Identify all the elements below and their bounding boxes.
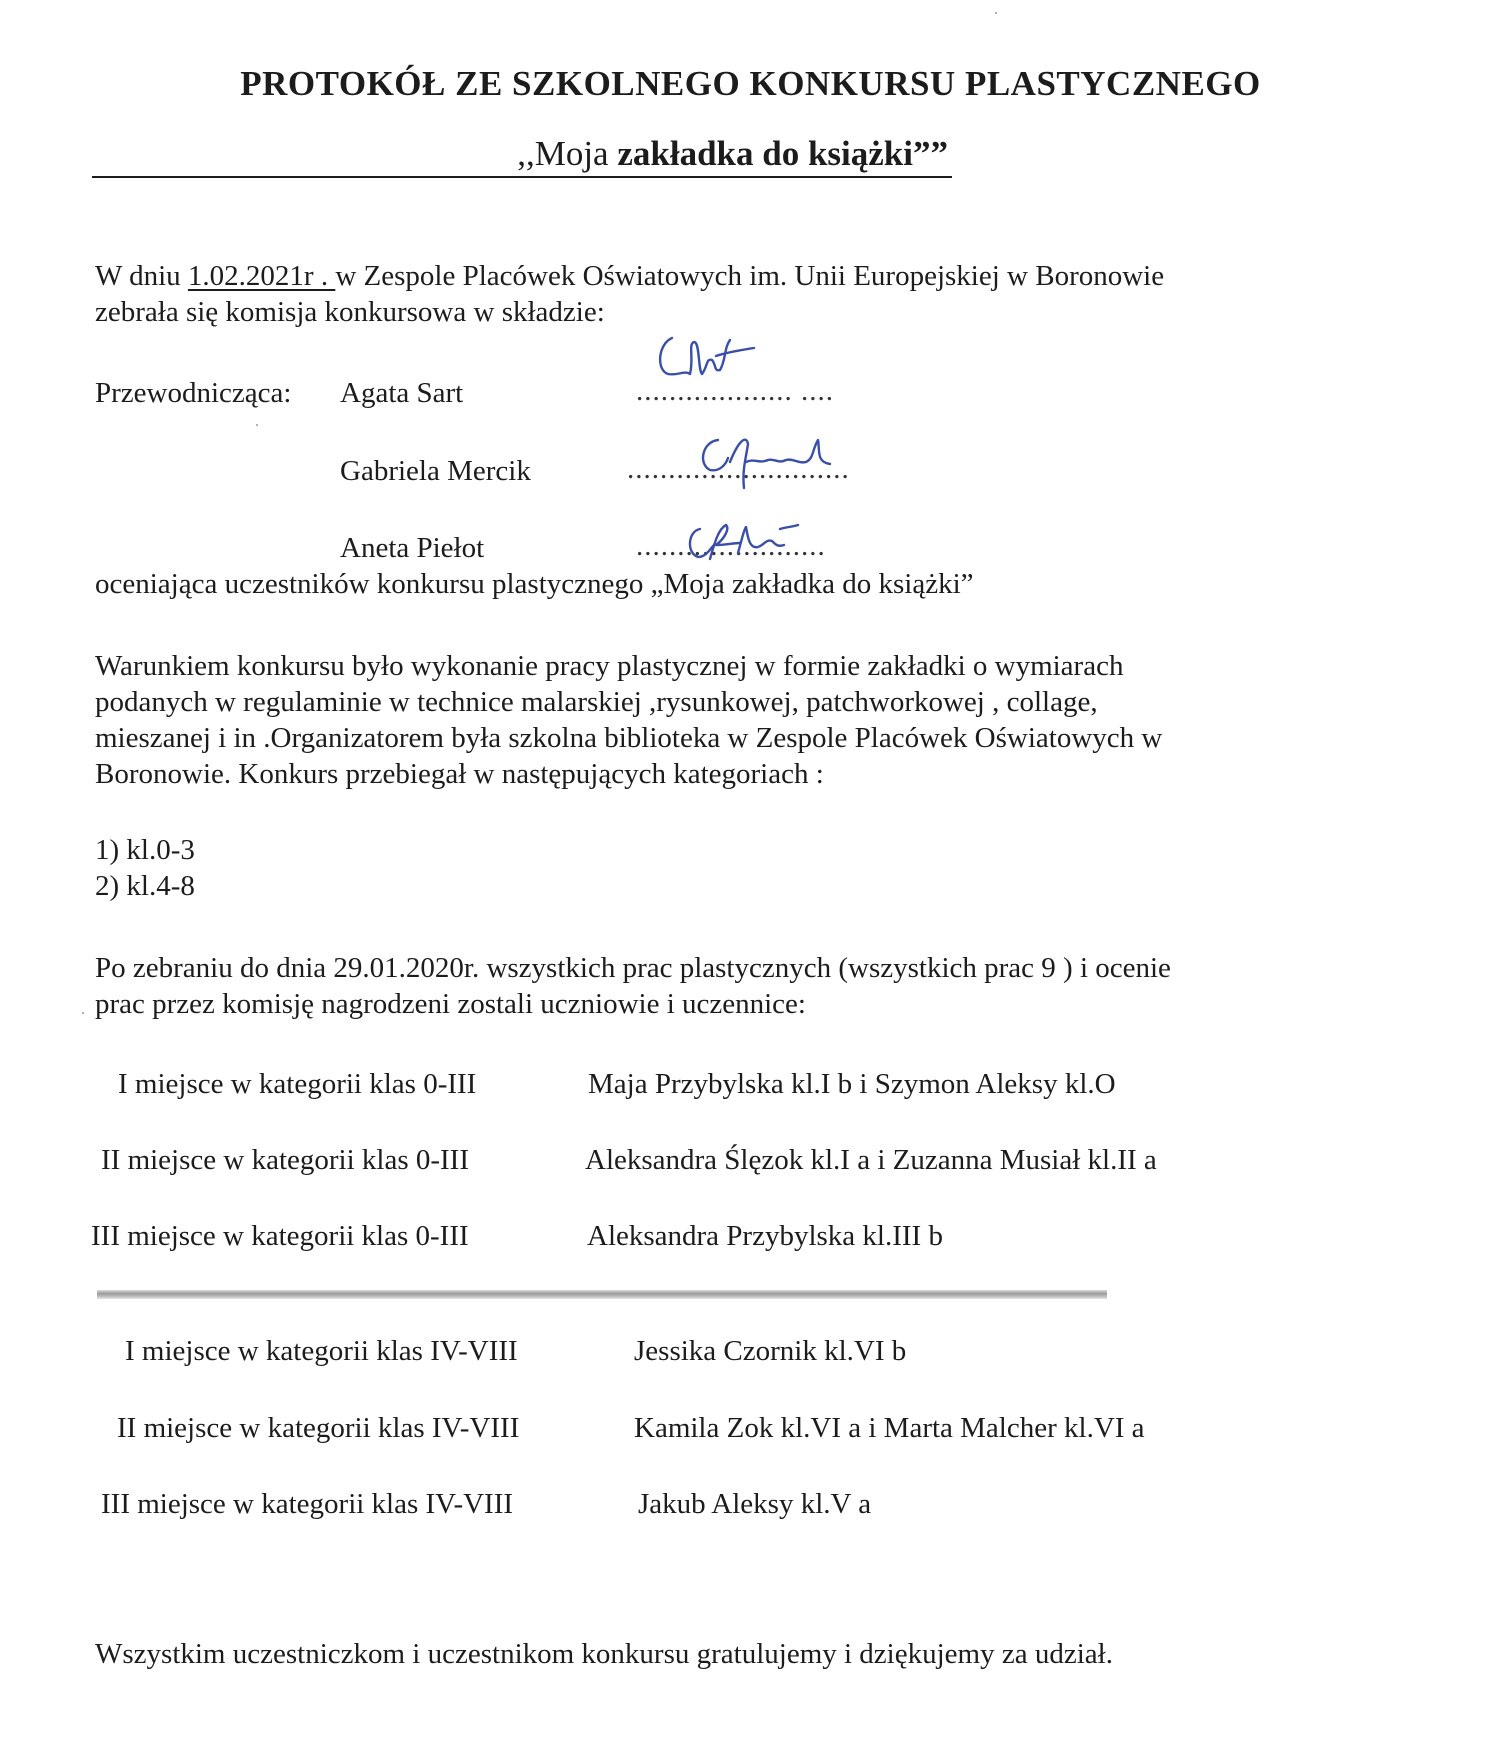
intro-line-2: zebrała się komisja konkursowa w składzie: bbox=[95, 296, 605, 328]
result-place: I miejsce w kategorii klas 0-III bbox=[118, 1068, 477, 1100]
document-title: PROTOKÓŁ ZE SZKOLNEGO KONKURSU PLASTYCZNEGO bbox=[240, 64, 1261, 103]
signature-mercik bbox=[690, 428, 870, 508]
subtitle-part2: zakładka do książki”” bbox=[617, 134, 948, 173]
scan-speck bbox=[256, 424, 258, 426]
signature-line-3: ....................... bbox=[636, 530, 826, 562]
subtitle-part1: ,,Moja bbox=[517, 134, 609, 173]
category-item-1: 1) kl.0-3 bbox=[95, 834, 195, 866]
section-divider bbox=[97, 1290, 1107, 1299]
result-place: I miejsce w kategorii klas IV-VIII bbox=[125, 1335, 518, 1367]
result-winners: Aleksandra Ślęzok kl.I a i Zuzanna Musiał kl.II a bbox=[585, 1144, 1157, 1176]
signature-sart bbox=[650, 330, 770, 400]
member-name-1: Agata Sart bbox=[340, 377, 464, 409]
intro-line-1 bbox=[95, 258, 1164, 295]
member-name-2: Gabriela Mercik bbox=[340, 455, 531, 487]
scan-speck bbox=[995, 12, 997, 14]
scan-speck bbox=[82, 1012, 84, 1014]
member-name-3: Aneta Piełot bbox=[340, 532, 485, 564]
result-winners: Aleksandra Przybylska kl.III b bbox=[587, 1220, 943, 1252]
intro-date: 1.02.2021r . bbox=[187, 260, 336, 292]
conditions-line-2: podanych w regulaminie w technice malarskiej ,rysunkowej, patchworkowej , collage, bbox=[95, 686, 1098, 718]
summary-line-1: Po zebraniu do dnia 29.01.2020r. wszystkich prac plastycznych (wszystkich prac 9 ) i ocenie bbox=[95, 952, 1171, 984]
subtitle-underline bbox=[92, 124, 952, 178]
document-subtitle bbox=[517, 134, 948, 174]
summary-line-2: prac przez komisję nagrodzeni zostali uczniowie i uczennice: bbox=[95, 988, 806, 1020]
result-place: III miejsce w kategorii klas 0-III bbox=[91, 1220, 469, 1252]
result-place: III miejsce w kategorii klas IV-VIII bbox=[101, 1488, 514, 1520]
chair-label: Przewodnicząca: bbox=[95, 377, 292, 409]
result-winners: Jakub Aleksy kl.V a bbox=[638, 1488, 872, 1520]
conditions-line-1: Warunkiem konkursu było wykonanie pracy plastycznej w formie zakładki o wymiarach bbox=[95, 650, 1124, 682]
conditions-line-4: Boronowie. Konkurs przebiegał w następujących kategoriach : bbox=[95, 758, 824, 790]
result-winners: Jessika Czornik kl.VI b bbox=[634, 1335, 907, 1367]
intro-rest: w Zespole Placówek Oświatowych im. Unii Europejskiej w Boronowie bbox=[335, 260, 1165, 292]
result-place: II miejsce w kategorii klas IV-VIII bbox=[117, 1412, 520, 1444]
signature-line-1: ................... .... bbox=[636, 375, 834, 407]
category-item-2: 2) kl.4-8 bbox=[95, 870, 195, 902]
signature-line-2: ........................... bbox=[627, 453, 850, 485]
closing-text: Wszystkim uczestniczkom i uczestnikom konkursu gratulujemy i dziękujemy za udział. bbox=[95, 1638, 1113, 1670]
result-place: II miejsce w kategorii klas 0-III bbox=[101, 1144, 469, 1176]
conditions-line-3: mieszanej i in .Organizatorem była szkolna biblioteka w Zespole Placówek Oświatowych w bbox=[95, 722, 1163, 754]
result-winners: Kamila Zok kl.VI a i Marta Malcher kl.VI a bbox=[634, 1412, 1145, 1444]
committee-closing: oceniająca uczestników konkursu plastycznego „Moja zakładka do książki” bbox=[95, 568, 974, 600]
result-winners: Maja Przybylska kl.I b i Szymon Aleksy kl.O bbox=[588, 1068, 1116, 1100]
intro-prefix: W dniu bbox=[95, 260, 181, 292]
